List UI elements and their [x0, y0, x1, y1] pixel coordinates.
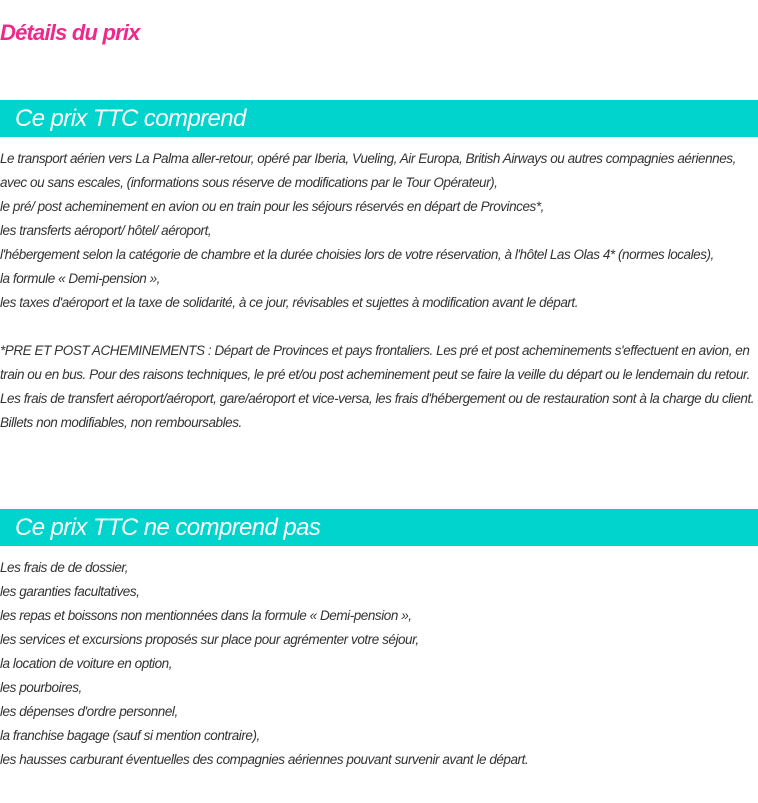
list-item: les dépenses d'ordre personnel, [0, 704, 178, 719]
list-item: Le transport aérien vers La Palma aller-retour, opéré par Iberia, Vueling, Air Europa, British Airways ou autres compagnies aériennes, avec ou sans escales, (informations sous réserve de modifications par le Tour Opérateur), [0, 151, 736, 190]
page-title: Détails du prix [0, 20, 140, 45]
list-item: les services et excursions proposés sur place pour agrémenter votre séjour, [0, 632, 419, 647]
list-item: la location de voiture en option, [0, 656, 173, 671]
excludes-list [0, 556, 758, 772]
transfer-note: *PRE ET POST ACHEMINEMENTS : Départ de Provinces et pays frontaliers. Les pré et post acheminements s'effectuent en avion, en train ou en bus. Pour des raisons techniques, le pré et/ou post acheminement peut se faire la veille du départ ou le lendemain du retour. Les frais de transfert aéroport/aéroport, gare/aéroport et vice-versa, les frais d'hébergement ou de restauration sont à la charge du client. Billets non modifiables, non remboursables. [0, 343, 755, 430]
list-item: les garanties facultatives, [0, 584, 140, 599]
list-item: le pré/ post acheminement en avion ou en train pour les séjours réservés en départ de Provinces*, [0, 199, 544, 214]
list-item: la franchise bagage (sauf si mention contraire), [0, 728, 260, 743]
list-item: les repas et boissons non mentionnées dans la formule « Demi-pension », [0, 608, 412, 623]
list-item: les transferts aéroport/ hôtel/ aéroport, [0, 223, 212, 238]
list-item: les pourboires, [0, 680, 82, 695]
list-item: les hausses carburant éventuelles des compagnies aériennes pouvant survenir avant le départ. [0, 752, 529, 767]
list-item: Les frais de de dossier, [0, 560, 129, 575]
excludes-heading: Ce prix TTC ne comprend pas [0, 509, 758, 546]
includes-list [0, 147, 758, 435]
list-item: l'hébergement selon la catégorie de chambre et la durée choisies lors de votre réservation, à l'hôtel Las Olas 4* (normes locales), [0, 247, 714, 262]
list-item: la formule « Demi-pension », [0, 271, 160, 286]
includes-heading: Ce prix TTC comprend [0, 100, 758, 137]
list-item: les taxes d'aéroport et la taxe de solidarité, à ce jour, révisables et sujettes à modification avant le départ. [0, 295, 579, 310]
